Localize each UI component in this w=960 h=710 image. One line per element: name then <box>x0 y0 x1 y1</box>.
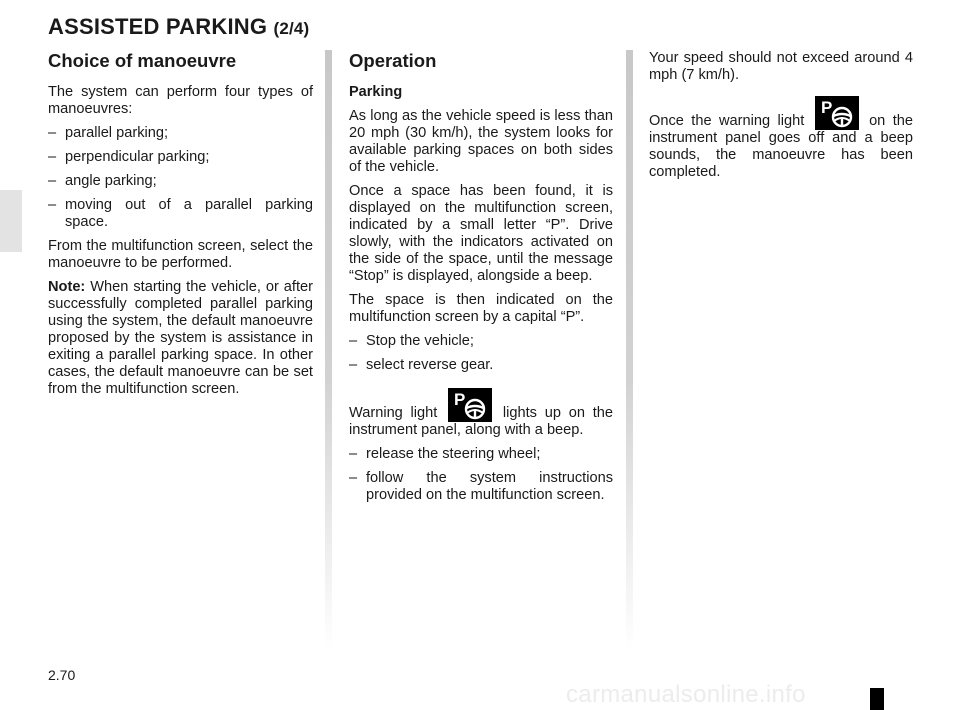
steps-list-1 <box>349 333 613 374</box>
column-divider-left <box>325 50 332 650</box>
parking-assist-warning-icon <box>448 388 492 422</box>
list-item: – parallel parking; <box>48 125 313 142</box>
svg-text:P: P <box>454 390 466 409</box>
list-item: – perpendicular parking; <box>48 149 313 166</box>
corner-marker <box>870 688 884 710</box>
column-continued <box>649 50 913 188</box>
list-item: – select reverse gear. <box>349 357 613 374</box>
paragraph-warning-light <box>349 388 613 439</box>
subheading-parking: Parking <box>349 84 403 100</box>
paragraph-select: From the multifunction screen, select the manoeuvre to be performed. <box>48 238 313 271</box>
title-text: ASSISTED PARKING <box>48 14 268 39</box>
complete-text-after: on the instrument panel goes off and a beep sounds, the manoeuvre has been completed. <box>649 113 913 180</box>
svg-text:P: P <box>820 98 832 117</box>
paragraph-speed-search: As long as the vehicle speed is less than 20 mph (30 km/h), the system looks for available parking spaces on both sides of the vehicle. <box>349 108 613 175</box>
section-heading-choice: Choice of manoeuvre <box>48 50 237 71</box>
chapter-tab <box>0 190 22 252</box>
column-operation <box>349 50 613 511</box>
paragraph-manoeuvre-complete <box>649 96 913 181</box>
list-item: – release the steering wheel; <box>349 446 613 463</box>
complete-text-before: Once the warning light <box>649 113 805 129</box>
steps-list-2 <box>349 446 613 504</box>
warning-text-after: lights up on the instrument panel, along with a beep. <box>349 405 613 438</box>
note-text: When starting the vehicle, or after successfully completed parallel parking using the system, the default manoeuvre proposed by the system is assistance in exiting a parallel parking space. In other cases, the default manoeuvre can be set from the multifunction screen. <box>48 279 313 397</box>
page-title <box>48 14 309 40</box>
section-heading-operation: Operation <box>349 50 437 71</box>
paragraph-intro: The system can perform four types of manoeuvres: <box>48 84 313 117</box>
paragraph-capital-p: The space is then indicated on the multifunction screen by a capital “P”. <box>349 292 613 325</box>
list-item: – moving out of a parallel parking space. <box>48 197 313 231</box>
title-page-indicator: (2/4) <box>273 19 310 38</box>
manoeuvre-list <box>48 125 313 231</box>
list-item: – Stop the vehicle; <box>349 333 613 350</box>
paragraph-note <box>48 279 313 398</box>
paragraph-space-found: Once a space has been found, it is displayed on the multifunction screen, indicated by a small letter “P”. Drive slowly, with the indicators activated on the side of the space, until the message “Stop” is displayed, alongside a beep. <box>349 183 613 284</box>
watermark: carmanualsonline.info <box>566 681 806 708</box>
list-item: – angle parking; <box>48 173 313 190</box>
list-item: – follow the system instructions provided on the multifunction screen. <box>349 470 613 504</box>
page-number: 2.70 <box>48 667 76 683</box>
paragraph-speed-limit: Your speed should not exceed around 4 mph (7 km/h). <box>649 50 913 83</box>
warning-text-before: Warning light <box>349 405 438 421</box>
parking-assist-warning-icon <box>815 96 859 130</box>
column-divider-right <box>626 50 633 650</box>
column-choice-of-manoeuvre <box>48 50 313 405</box>
note-label: Note: <box>48 279 86 295</box>
